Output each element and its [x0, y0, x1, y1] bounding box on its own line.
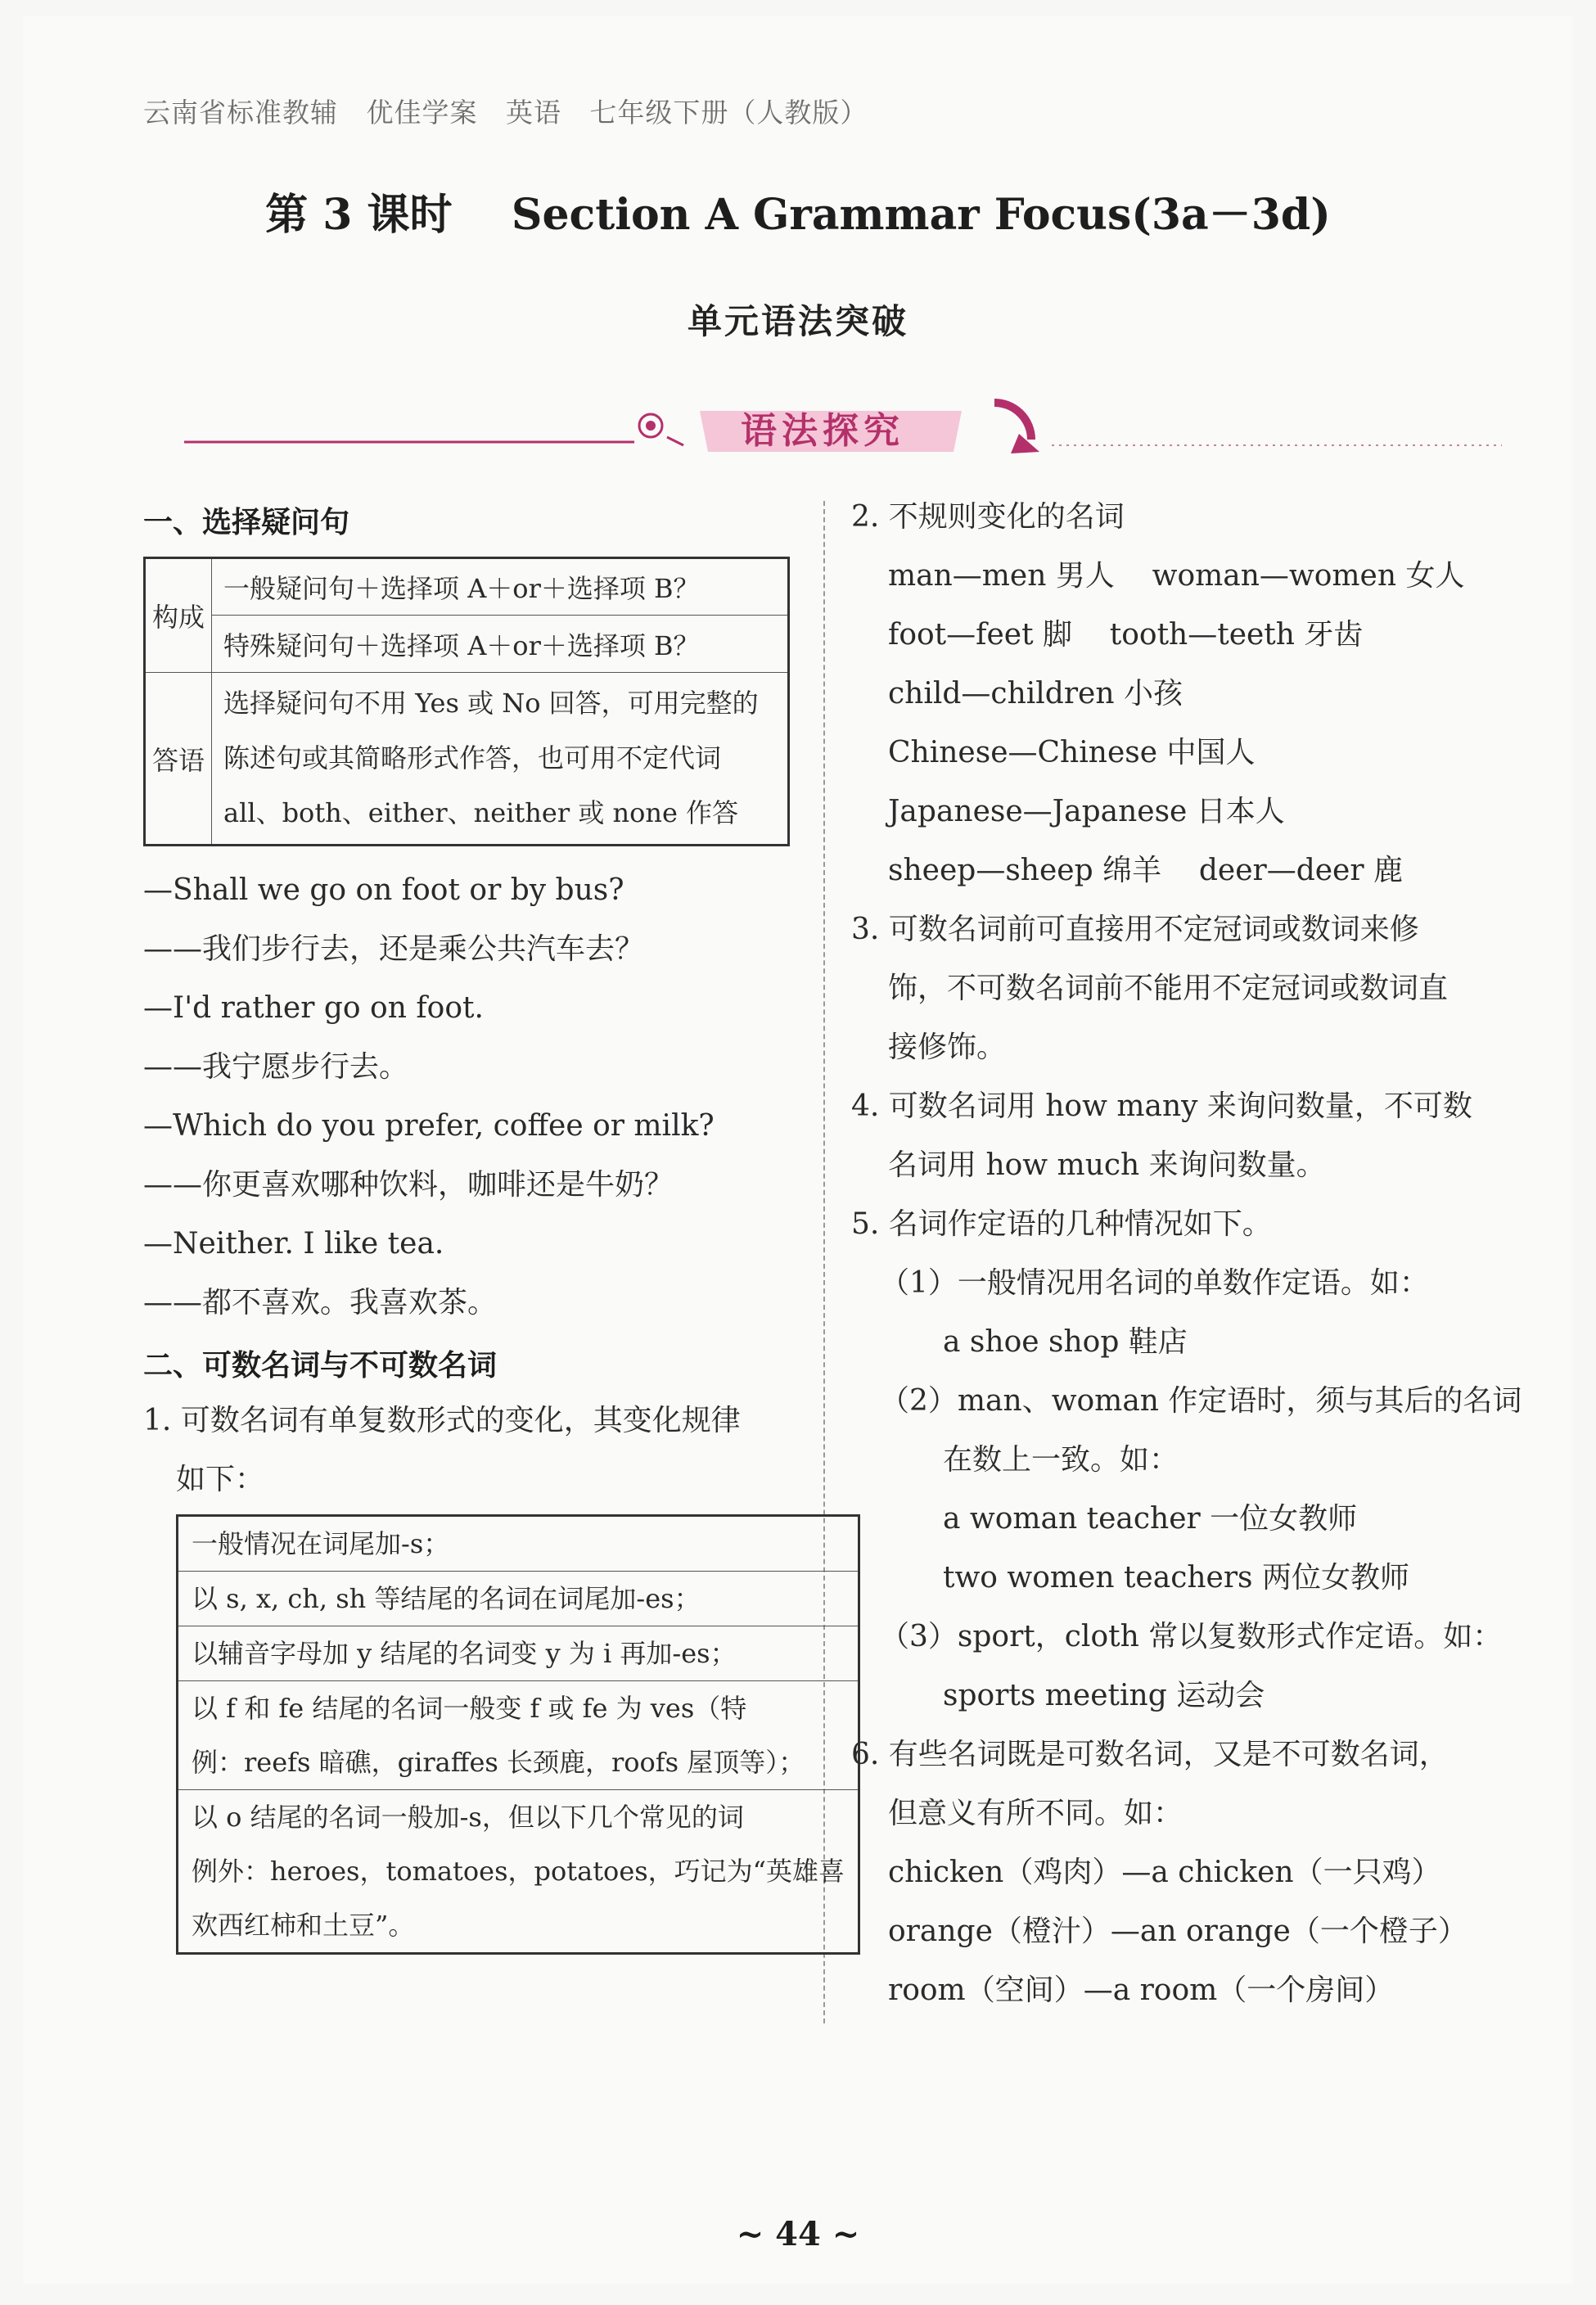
paragraph-line: 如下： — [176, 1463, 265, 1496]
table-row-line: 欢西红柿和土豆”。 — [192, 1910, 415, 1941]
running-header: 云南省标准教辅 优佳学案 英语 七年级下册（人教版） — [143, 97, 868, 129]
dialogue-line: —Which do you prefer, coffee or milk? — [143, 1109, 715, 1143]
word-pair-line: man—men 男人 woman—women 女人 — [888, 559, 1465, 593]
table-row-line: 以 o 结尾的名词一般加-s，但以下几个常见的词 — [192, 1802, 744, 1833]
paragraph-line: 1. 可数名词有单复数形式的变化，其变化规律 — [143, 1404, 741, 1437]
example-line: chicken（鸡肉）—a chicken（一只鸡） — [888, 1856, 1441, 1889]
dialogue-line: ——你更喜欢哪种饮料，咖啡还是牛奶？ — [143, 1168, 674, 1202]
paragraph-line: 名词用 how much 来询问数量。 — [888, 1148, 1326, 1182]
dialogue-line: —Neither. I like tea. — [143, 1227, 444, 1261]
table-row — [178, 1790, 859, 1954]
paragraph-line: 接修饰。 — [888, 1031, 1007, 1064]
word-pair-line: foot—feet 脚 tooth—teeth 牙齿 — [888, 618, 1364, 652]
table-cell-line: 陈述句或其简略形式作答，也可用不定代词 — [223, 742, 722, 774]
example-line: orange（橙汁）—an orange（一个橙子） — [888, 1915, 1468, 1948]
paragraph-line: 2. 不规则变化的名词 — [851, 500, 1125, 534]
table-cell-line: 选择疑问句不用 Yes 或 No 回答，可用完整的 — [223, 688, 759, 719]
example-line: two women teachers 两位女教师 — [943, 1561, 1409, 1595]
table-cell-line: all、both、either、neither 或 none 作答 — [223, 797, 739, 828]
dialogue-line: ——我宁愿步行去。 — [143, 1050, 409, 1084]
table-row-line: 例：reefs 暗礁，giraffes 长颈鹿，roofs 屋顶等）； — [192, 1747, 805, 1778]
word-pair-line: child—children 小孩 — [888, 677, 1183, 710]
unit-subtitle: 单元语法突破 — [687, 301, 908, 341]
table-cell: 一般疑问句＋选择项 A＋or＋选择项 B？ — [212, 558, 789, 616]
word-pair-line: Chinese—Chinese 中国人 — [888, 736, 1256, 769]
paragraph-line: （2）man、woman 作定语时，须与其后的名词 — [880, 1384, 1522, 1418]
paragraph-line: 5. 名词作定语的几种情况如下。 — [851, 1207, 1272, 1241]
dialogue-line: —Shall we go on foot or by bus? — [143, 873, 624, 907]
heading-nouns: 二、可数名词与不可数名词 — [143, 1349, 498, 1383]
section-label: 语法探究 — [741, 410, 904, 452]
example-line: a shoe shop 鞋店 — [943, 1325, 1188, 1359]
table-label-answer: 答语 — [145, 673, 212, 846]
table-row-line: 例外：heroes，tomatoes，potatoes，巧记为“英雄喜 — [192, 1856, 845, 1887]
example-line: room（空间）—a room（一个房间） — [888, 1973, 1395, 2007]
table-cell: 特殊疑问句＋选择项 A＋or＋选择项 B？ — [212, 616, 789, 673]
choice-question-table — [143, 557, 790, 846]
dialogue-line: ——都不喜欢。我喜欢茶。 — [143, 1286, 498, 1319]
paragraph-line: 但意义有所不同。如： — [888, 1797, 1183, 1830]
page-number: ~ 44 ~ — [736, 2215, 860, 2253]
dialogue-line: —I'd rather go on foot. — [143, 991, 484, 1025]
table-cell — [212, 673, 789, 846]
table-row — [178, 1681, 859, 1790]
lesson-title: 第 3 课时 Section A Grammar Focus(3a－3d) — [265, 190, 1331, 240]
table-row: 以辅音字母加 y 结尾的名词变 y 为 i 再加-es； — [178, 1626, 859, 1681]
word-pair-line: sheep—sheep 绵羊 deer—deer 鹿 — [888, 854, 1404, 887]
dialogue-line: ——我们步行去，还是乘公共汽车去？ — [143, 932, 645, 966]
table-row: 一般情况在词尾加-s； — [178, 1516, 859, 1572]
table-label-structure: 构成 — [145, 558, 212, 673]
word-pair-line: Japanese—Japanese 日本人 — [888, 795, 1285, 828]
paragraph-line: 饰，不可数名词前不能用不定冠词或数词直 — [888, 972, 1449, 1005]
paragraph-line: （3）sport，cloth 常以复数形式作定语。如： — [880, 1620, 1503, 1653]
plural-rules-table — [176, 1514, 860, 1955]
paragraph-line: 4. 可数名词用 how many 来询问数量，不可数 — [851, 1089, 1472, 1123]
paragraph-line: 6. 有些名词既是可数名词，又是不可数名词， — [851, 1738, 1449, 1771]
example-line: a woman teacher 一位女教师 — [943, 1502, 1358, 1536]
heading-choice-questions: 一、选择疑问句 — [143, 506, 350, 539]
paragraph-line: 3. 可数名词前可直接用不定冠词或数词来修 — [851, 913, 1419, 946]
table-row-line: 以 f 和 fe 结尾的名词一般变 f 或 fe 为 ves（特 — [192, 1693, 747, 1724]
table-row: 以 s, x, ch, sh 等结尾的名词在词尾加-es； — [178, 1572, 859, 1626]
paragraph-line: 在数上一致。如： — [943, 1443, 1179, 1477]
paragraph-line: （1）一般情况用名词的单数作定语。如： — [880, 1266, 1429, 1300]
example-line: sports meeting 运动会 — [943, 1679, 1265, 1712]
